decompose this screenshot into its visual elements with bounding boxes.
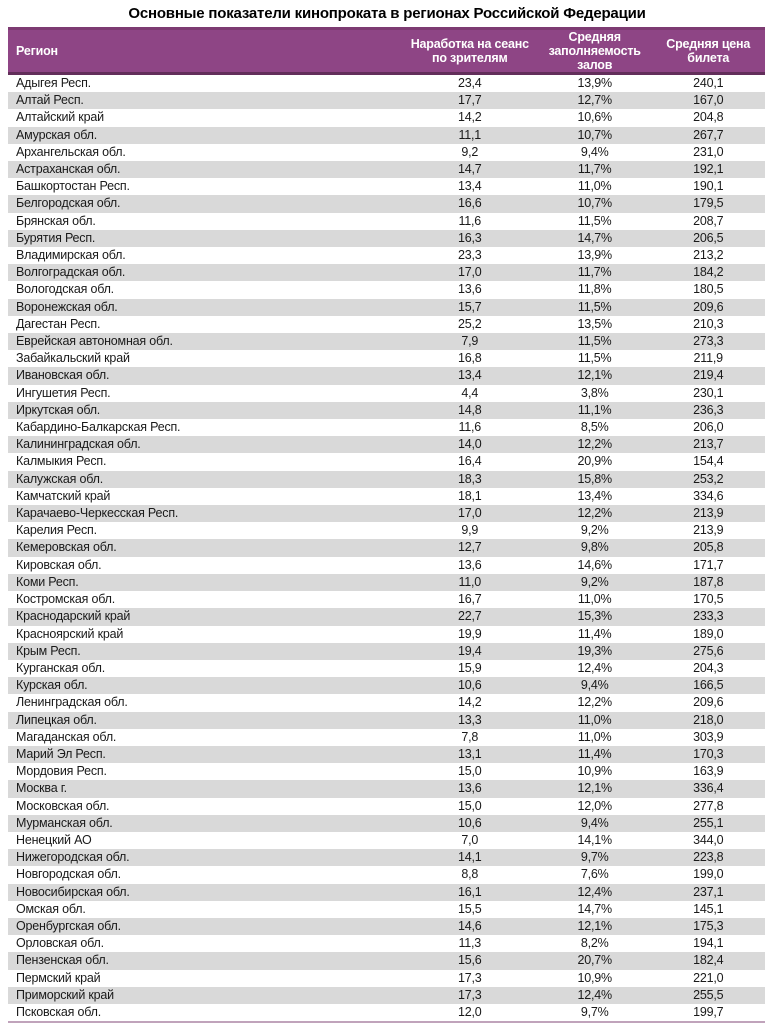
occupancy-cell: 13,9% xyxy=(577,76,612,90)
region-cell: Алтайский край xyxy=(16,110,104,125)
region-cell: Курганская обл. xyxy=(16,660,105,675)
table-row xyxy=(8,195,765,212)
region-cell: Волгоградская обл. xyxy=(8,264,402,281)
table-row xyxy=(8,935,765,952)
table-row xyxy=(8,712,765,729)
viewers-per-session-cell: 14,2 xyxy=(458,110,482,125)
occupancy-cell: 11,4% xyxy=(538,746,652,763)
occupancy-cell: 11,7% xyxy=(538,161,652,178)
table-row xyxy=(8,505,765,522)
ticket-price-cell: 218,0 xyxy=(651,712,765,729)
table-header xyxy=(8,29,765,74)
viewers-per-session-cell: 16,4 xyxy=(458,454,482,469)
region-cell: Архангельская обл. xyxy=(16,144,126,159)
occupancy-cell: 14,7% xyxy=(577,901,612,916)
region-cell: Магаданская обл. xyxy=(16,729,117,744)
viewers-per-session-cell: 23,4 xyxy=(458,76,482,90)
viewers-per-session-cell: 14,1 xyxy=(402,849,538,866)
table-row xyxy=(8,660,765,677)
region-cell: Новгородская обл. xyxy=(16,867,121,882)
table-row xyxy=(8,316,765,333)
region-cell: Вологодская обл. xyxy=(16,282,114,297)
region-cell: Новосибирская обл. xyxy=(8,884,402,901)
ticket-price-cell: 267,7 xyxy=(651,127,765,144)
occupancy-cell: 12,7% xyxy=(538,92,652,109)
ticket-price-cell: 184,2 xyxy=(651,264,765,281)
viewers-per-session-cell: 9,2 xyxy=(461,144,479,159)
region-cell: Кемеровская обл. xyxy=(8,539,402,556)
region-cell: Костромская обл. xyxy=(16,592,116,607)
region-cell: Приморский край xyxy=(8,987,402,1004)
ticket-price-cell: 277,8 xyxy=(693,798,724,813)
occupancy-cell: 11,5% xyxy=(577,351,612,366)
ticket-price-cell: 145,1 xyxy=(693,901,724,916)
table-row xyxy=(8,849,765,866)
table-row xyxy=(8,350,765,367)
region-cell: Дагестан Респ. xyxy=(16,316,101,331)
ticket-price-cell: 213,2 xyxy=(693,248,724,263)
ticket-price-cell: 170,5 xyxy=(693,592,724,607)
region-cell: Еврейская автономная обл. xyxy=(8,333,402,350)
table-row xyxy=(8,92,765,109)
table-row xyxy=(8,884,765,901)
region-cell: Краснодарский край xyxy=(8,608,402,625)
region-cell: Башкортостан Респ. xyxy=(16,179,130,194)
occupancy-cell: 9,4% xyxy=(580,144,609,159)
viewers-per-session-cell: 16,8 xyxy=(458,351,482,366)
ticket-price-cell: 209,6 xyxy=(651,299,765,316)
region-cell: Белгородская обл. xyxy=(8,195,402,212)
region-cell: Мордовия Респ. xyxy=(16,764,107,779)
occupancy-cell: 12,4% xyxy=(577,660,612,675)
occupancy-cell: 14,1% xyxy=(577,832,612,847)
viewers-per-session-cell: 16,6 xyxy=(402,195,538,212)
occupancy-cell: 14,6% xyxy=(577,557,612,572)
viewers-per-session-cell: 19,4 xyxy=(402,643,538,660)
occupancy-cell: 12,2% xyxy=(577,695,612,710)
ticket-price-cell: 275,6 xyxy=(651,643,765,660)
table-row xyxy=(8,367,765,384)
viewers-per-session-cell: 14,0 xyxy=(402,436,538,453)
ticket-price-cell: 154,4 xyxy=(693,454,724,469)
ticket-price-cell: 179,5 xyxy=(651,195,765,212)
viewers-per-session-cell: 23,3 xyxy=(458,248,482,263)
occupancy-cell: 9,7% xyxy=(580,1004,609,1019)
table-row xyxy=(8,436,765,453)
region-cell: Ингушетия Респ. xyxy=(16,385,111,400)
viewers-per-session-cell: 7,8 xyxy=(461,729,479,744)
table-row xyxy=(8,643,765,660)
region-cell: Липецкая обл. xyxy=(8,712,402,729)
region-cell: Ивановская обл. xyxy=(8,367,402,384)
occupancy-cell: 12,4% xyxy=(538,884,652,901)
region-cell: Омская обл. xyxy=(16,901,86,916)
ticket-price-cell: 240,1 xyxy=(693,76,724,90)
occupancy-cell: 13,9% xyxy=(577,248,612,263)
table-row xyxy=(8,798,765,815)
viewers-per-session-cell: 17,0 xyxy=(402,264,538,281)
table-row xyxy=(8,866,765,883)
table-row xyxy=(8,488,765,505)
occupancy-cell: 9,4% xyxy=(538,815,652,832)
ticket-price-cell: 182,4 xyxy=(651,952,765,969)
column-header-ticket-price: Средняя цена билета xyxy=(651,29,765,74)
ticket-price-cell: 236,3 xyxy=(651,402,765,419)
viewers-per-session-cell: 17,3 xyxy=(458,970,482,985)
ticket-price-cell: 336,4 xyxy=(651,780,765,797)
region-cell: Астраханская обл. xyxy=(8,161,402,178)
region-cell: Псковская обл. xyxy=(16,1004,101,1019)
occupancy-cell: 10,7% xyxy=(538,195,652,212)
column-header-viewers-per-session: Наработка на сеанс по зрителям xyxy=(402,29,538,74)
table-row xyxy=(8,264,765,281)
viewers-per-session-cell: 7,9 xyxy=(402,333,538,350)
region-cell: Амурская обл. xyxy=(8,127,402,144)
column-header-occupancy: Средняя заполняемость залов xyxy=(538,29,652,74)
viewers-per-session-cell: 15,0 xyxy=(458,798,482,813)
ticket-price-cell: 231,0 xyxy=(693,144,724,159)
viewers-per-session-cell: 10,6 xyxy=(402,677,538,694)
occupancy-cell: 14,7% xyxy=(538,230,652,247)
region-cell: Кировская обл. xyxy=(16,557,102,572)
table-row xyxy=(8,918,765,935)
occupancy-cell: 12,1% xyxy=(538,780,652,797)
occupancy-cell: 8,5% xyxy=(580,420,609,435)
region-cell: Калужская обл. xyxy=(8,471,402,488)
occupancy-cell: 9,8% xyxy=(538,539,652,556)
viewers-per-session-cell: 8,8 xyxy=(461,867,479,882)
viewers-per-session-cell: 22,7 xyxy=(402,608,538,625)
occupancy-cell: 9,7% xyxy=(538,849,652,866)
region-cell: Марий Эл Респ. xyxy=(8,746,402,763)
viewers-per-session-cell: 18,1 xyxy=(458,488,482,503)
ticket-price-cell: 166,5 xyxy=(651,677,765,694)
viewers-per-session-cell: 11,3 xyxy=(458,936,482,951)
viewers-per-session-cell: 12,0 xyxy=(458,1004,482,1019)
viewers-per-session-cell: 14,7 xyxy=(402,161,538,178)
header-row xyxy=(8,29,765,74)
ticket-price-cell: 204,3 xyxy=(693,660,724,675)
ticket-price-cell: 170,3 xyxy=(651,746,765,763)
occupancy-cell: 11,5% xyxy=(538,299,652,316)
region-cell: Адыгея Респ. xyxy=(16,76,91,90)
viewers-per-session-cell: 13,6 xyxy=(458,282,482,297)
occupancy-cell: 20,7% xyxy=(538,952,652,969)
table-row xyxy=(8,832,765,849)
table-row xyxy=(8,626,765,643)
viewers-per-session-cell: 15,7 xyxy=(402,299,538,316)
page-title: Основные показатели кинопроката в регионах Российской Федерации xyxy=(128,5,646,22)
table-body xyxy=(8,74,765,1023)
table-row xyxy=(8,522,765,539)
region-cell: Забайкальский край xyxy=(16,351,130,366)
viewers-per-session-cell: 9,9 xyxy=(461,523,479,538)
ticket-price-cell: 206,0 xyxy=(693,420,724,435)
occupancy-cell: 8,2% xyxy=(580,936,609,951)
occupancy-cell: 12,2% xyxy=(538,436,652,453)
region-cell: Калмыкия Респ. xyxy=(16,454,107,469)
region-cell: Кабардино-Балкарская Респ. xyxy=(16,420,181,435)
occupancy-cell: 13,4% xyxy=(577,488,612,503)
ticket-price-cell: 219,4 xyxy=(651,367,765,384)
ticket-price-cell: 303,9 xyxy=(693,729,724,744)
viewers-per-session-cell: 15,6 xyxy=(402,952,538,969)
ticket-price-cell: 209,6 xyxy=(693,695,724,710)
viewers-per-session-cell: 10,6 xyxy=(402,815,538,832)
viewers-per-session-cell: 7,0 xyxy=(461,832,479,847)
viewers-per-session-cell: 19,9 xyxy=(458,626,482,641)
ticket-price-cell: 180,5 xyxy=(693,282,724,297)
table-row xyxy=(8,74,765,93)
ticket-price-cell: 213,7 xyxy=(651,436,765,453)
table-row xyxy=(8,815,765,832)
region-cell: Москва г. xyxy=(8,780,402,797)
viewers-per-session-cell: 12,7 xyxy=(402,539,538,556)
table-row xyxy=(8,901,765,918)
viewers-per-session-cell: 15,0 xyxy=(458,764,482,779)
occupancy-cell: 11,7% xyxy=(538,264,652,281)
ticket-price-cell: 273,3 xyxy=(651,333,765,350)
viewers-per-session-cell: 11,0 xyxy=(402,574,538,591)
ticket-price-cell: 208,7 xyxy=(693,213,724,228)
table-row xyxy=(8,453,765,470)
viewers-per-session-cell: 15,9 xyxy=(458,660,482,675)
region-cell: Камчатский край xyxy=(16,488,111,503)
viewers-per-session-cell: 16,7 xyxy=(458,592,482,607)
table-row xyxy=(8,385,765,402)
ticket-price-cell: 255,5 xyxy=(651,987,765,1004)
region-cell: Ленинградская обл. xyxy=(16,695,128,710)
ticket-price-cell: 334,6 xyxy=(693,488,724,503)
table-row xyxy=(8,970,765,987)
region-cell: Брянская обл. xyxy=(16,213,96,228)
ticket-price-cell: 205,8 xyxy=(651,539,765,556)
viewers-per-session-cell: 25,2 xyxy=(458,316,482,331)
table-row xyxy=(8,557,765,574)
table-row xyxy=(8,161,765,178)
occupancy-cell: 11,0% xyxy=(577,179,612,194)
occupancy-cell: 19,3% xyxy=(538,643,652,660)
occupancy-cell: 3,8% xyxy=(580,385,609,400)
table-row xyxy=(8,109,765,126)
viewers-per-session-cell: 13,6 xyxy=(458,557,482,572)
ticket-price-cell: 223,8 xyxy=(651,849,765,866)
occupancy-cell: 11,4% xyxy=(577,626,612,641)
ticket-price-cell: 192,1 xyxy=(651,161,765,178)
table-row xyxy=(8,127,765,144)
table-row xyxy=(8,281,765,298)
occupancy-cell: 9,2% xyxy=(538,574,652,591)
table-row xyxy=(8,729,765,746)
viewers-per-session-cell: 11,1 xyxy=(402,127,538,144)
occupancy-cell: 9,2% xyxy=(580,523,609,538)
table-row xyxy=(8,419,765,436)
table-row xyxy=(8,247,765,264)
ticket-price-cell: 210,3 xyxy=(693,316,724,331)
viewers-per-session-cell: 14,8 xyxy=(402,402,538,419)
table-row xyxy=(8,539,765,556)
region-cell: Оренбургская обл. xyxy=(8,918,402,935)
occupancy-cell: 11,1% xyxy=(538,402,652,419)
ticket-price-cell: 213,9 xyxy=(693,523,724,538)
stats-table xyxy=(8,27,765,1023)
occupancy-cell: 12,1% xyxy=(538,918,652,935)
region-cell: Крым Респ. xyxy=(8,643,402,660)
region-cell: Воронежская обл. xyxy=(8,299,402,316)
ticket-price-cell: 199,7 xyxy=(693,1004,724,1019)
ticket-price-cell: 204,8 xyxy=(693,110,724,125)
region-cell: Владимирская обл. xyxy=(16,248,126,263)
table-row xyxy=(8,694,765,711)
occupancy-cell: 11,0% xyxy=(538,712,652,729)
table-row xyxy=(8,746,765,763)
table-row xyxy=(8,780,765,797)
table-row xyxy=(8,574,765,591)
table-row xyxy=(8,608,765,625)
ticket-price-cell: 253,2 xyxy=(651,471,765,488)
column-header-region: Регион xyxy=(8,29,402,74)
ticket-price-cell: 187,8 xyxy=(651,574,765,591)
ticket-price-cell: 211,9 xyxy=(693,351,723,366)
ticket-price-cell: 175,3 xyxy=(651,918,765,935)
table-row xyxy=(8,213,765,230)
region-cell: Бурятия Респ. xyxy=(8,230,402,247)
region-cell: Нижегородская обл. xyxy=(8,849,402,866)
occupancy-cell: 12,1% xyxy=(538,367,652,384)
ticket-price-cell: 199,0 xyxy=(693,867,724,882)
viewers-per-session-cell: 13,1 xyxy=(402,746,538,763)
occupancy-cell: 10,9% xyxy=(577,764,612,779)
table-row xyxy=(8,178,765,195)
occupancy-cell: 9,4% xyxy=(538,677,652,694)
region-cell: Московская обл. xyxy=(16,798,110,813)
occupancy-cell: 11,0% xyxy=(577,729,612,744)
occupancy-cell: 10,7% xyxy=(538,127,652,144)
table-row xyxy=(8,144,765,161)
ticket-price-cell: 163,9 xyxy=(693,764,724,779)
viewers-per-session-cell: 13,4 xyxy=(402,367,538,384)
region-cell: Орловская обл. xyxy=(16,936,104,951)
occupancy-cell: 12,0% xyxy=(577,798,612,813)
ticket-price-cell: 189,0 xyxy=(693,626,724,641)
ticket-price-cell: 237,1 xyxy=(651,884,765,901)
table-row xyxy=(8,591,765,608)
table-row xyxy=(8,763,765,780)
region-cell: Алтай Респ. xyxy=(8,92,402,109)
table-row xyxy=(8,299,765,316)
viewers-per-session-cell: 17,0 xyxy=(402,505,538,522)
table-row xyxy=(8,402,765,419)
region-cell: Пензенская обл. xyxy=(8,952,402,969)
occupancy-cell: 15,3% xyxy=(538,608,652,625)
viewers-per-session-cell: 14,2 xyxy=(458,695,482,710)
occupancy-cell: 15,8% xyxy=(538,471,652,488)
region-cell: Курская обл. xyxy=(8,677,402,694)
viewers-per-session-cell: 14,6 xyxy=(402,918,538,935)
ticket-price-cell: 230,1 xyxy=(693,385,724,400)
ticket-price-cell: 255,1 xyxy=(651,815,765,832)
viewers-per-session-cell: 16,1 xyxy=(402,884,538,901)
viewers-per-session-cell: 11,6 xyxy=(458,213,482,228)
region-cell: Иркутская обл. xyxy=(8,402,402,419)
ticket-price-cell: 213,9 xyxy=(651,505,765,522)
ticket-price-cell: 233,3 xyxy=(651,608,765,625)
ticket-price-cell: 194,1 xyxy=(693,936,724,951)
viewers-per-session-cell: 4,4 xyxy=(461,385,479,400)
region-cell: Калининградская обл. xyxy=(8,436,402,453)
region-cell: Пермский край xyxy=(16,970,101,985)
region-cell: Коми Респ. xyxy=(8,574,402,591)
ticket-price-cell: 167,0 xyxy=(651,92,765,109)
region-cell: Ненецкий АО xyxy=(16,832,92,847)
occupancy-cell: 12,4% xyxy=(538,987,652,1004)
occupancy-cell: 11,5% xyxy=(577,213,612,228)
viewers-per-session-cell: 18,3 xyxy=(402,471,538,488)
occupancy-cell: 11,8% xyxy=(577,282,612,297)
occupancy-cell: 20,9% xyxy=(577,454,612,469)
ticket-price-cell: 221,0 xyxy=(693,970,724,985)
ticket-price-cell: 344,0 xyxy=(693,832,724,847)
viewers-per-session-cell: 11,6 xyxy=(458,420,482,435)
ticket-price-cell: 190,1 xyxy=(693,179,724,194)
region-cell: Карачаево-Черкесская Респ. xyxy=(8,505,402,522)
table-row xyxy=(8,333,765,350)
occupancy-cell: 11,5% xyxy=(538,333,652,350)
ticket-price-cell: 171,7 xyxy=(693,557,724,572)
viewers-per-session-cell: 15,5 xyxy=(458,901,482,916)
occupancy-cell: 12,2% xyxy=(538,505,652,522)
viewers-per-session-cell: 13,6 xyxy=(402,780,538,797)
table-row xyxy=(8,1004,765,1022)
occupancy-cell: 11,0% xyxy=(577,592,612,607)
table-row xyxy=(8,952,765,969)
region-cell: Карелия Респ. xyxy=(16,523,97,538)
viewers-per-session-cell: 13,4 xyxy=(458,179,482,194)
viewers-per-session-cell: 16,3 xyxy=(402,230,538,247)
viewers-per-session-cell: 17,3 xyxy=(402,987,538,1004)
occupancy-cell: 13,5% xyxy=(577,316,612,331)
region-cell: Красноярский край xyxy=(16,626,124,641)
occupancy-cell: 10,6% xyxy=(577,110,612,125)
table-row xyxy=(8,987,765,1004)
viewers-per-session-cell: 17,7 xyxy=(402,92,538,109)
region-cell: Мурманская обл. xyxy=(8,815,402,832)
table-row xyxy=(8,471,765,488)
occupancy-cell: 7,6% xyxy=(580,867,609,882)
ticket-price-cell: 206,5 xyxy=(651,230,765,247)
table-row xyxy=(8,677,765,694)
table-row xyxy=(8,230,765,247)
occupancy-cell: 10,9% xyxy=(577,970,612,985)
viewers-per-session-cell: 13,3 xyxy=(402,712,538,729)
